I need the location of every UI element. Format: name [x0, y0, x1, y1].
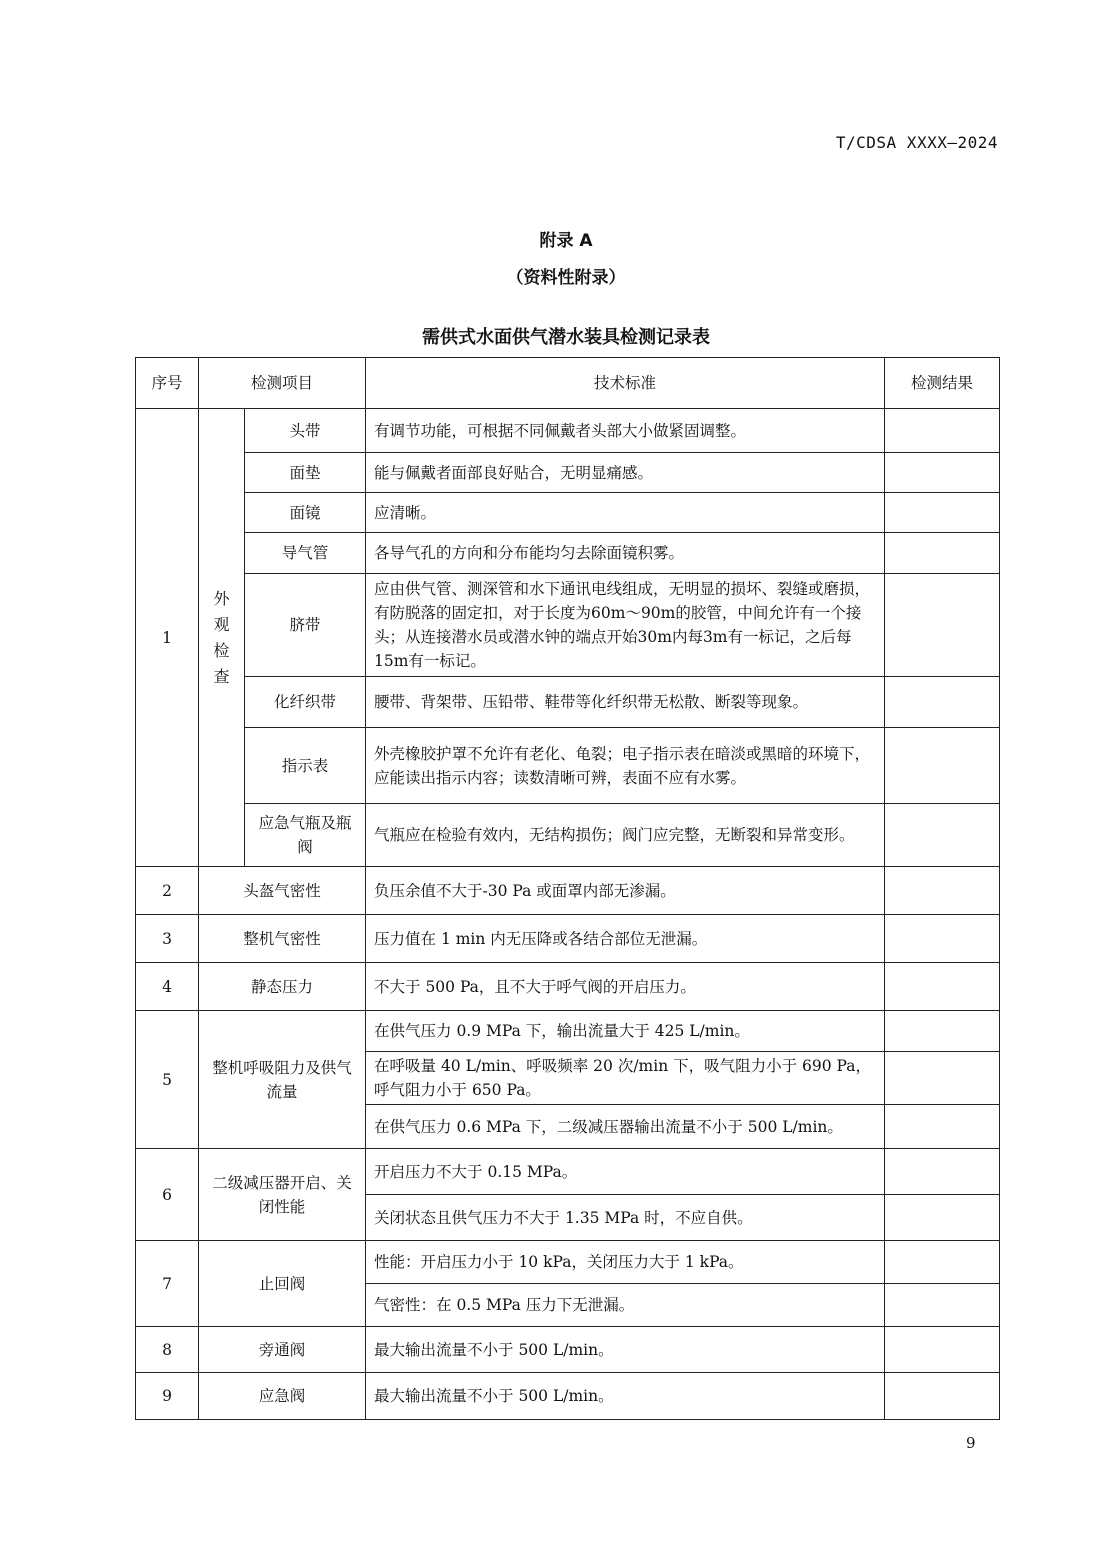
item-cell: 静态压力 — [199, 963, 366, 1011]
result-cell[interactable] — [885, 677, 1000, 728]
table-row — [136, 915, 1000, 963]
standard-cell: 能与佩戴者面部良好贴合，无明显痛感。 — [366, 453, 885, 493]
table-row — [136, 963, 1000, 1011]
item-cell: 面镜 — [245, 493, 366, 533]
table-row — [136, 804, 1000, 867]
header-seq: 序号 — [136, 358, 199, 409]
result-cell[interactable] — [885, 409, 1000, 453]
table-row — [136, 1327, 1000, 1373]
seq-cell: 5 — [136, 1011, 199, 1149]
result-cell[interactable] — [885, 1052, 1000, 1105]
category-char: 观 — [213, 614, 230, 634]
standard-cell: 腰带、背架带、压铅带、鞋带等化纤织带无松散、断裂等现象。 — [366, 677, 885, 728]
item-cell: 面垫 — [245, 453, 366, 493]
result-cell[interactable] — [885, 453, 1000, 493]
item-cell: 脐带 — [245, 574, 366, 677]
table-row — [136, 1241, 1000, 1284]
standard-cell: 性能：开启压力小于 10 kPa，关闭压力大于 1 kPa。 — [366, 1241, 885, 1284]
standard-cell: 开启压力不大于 0.15 MPa。 — [366, 1149, 885, 1195]
result-cell[interactable] — [885, 1011, 1000, 1052]
item-cell: 止回阀 — [199, 1241, 366, 1327]
seq-cell: 7 — [136, 1241, 199, 1327]
item-cell: 指示表 — [245, 728, 366, 804]
result-cell[interactable] — [885, 804, 1000, 867]
table-row — [136, 1149, 1000, 1195]
standard-cell: 气密性：在 0.5 MPa 压力下无泄漏。 — [366, 1284, 885, 1327]
result-cell[interactable] — [885, 963, 1000, 1011]
standard-cell: 应清晰。 — [366, 493, 885, 533]
result-cell[interactable] — [885, 728, 1000, 804]
category-char: 外 — [213, 588, 230, 608]
result-cell[interactable] — [885, 533, 1000, 574]
result-cell[interactable] — [885, 1284, 1000, 1327]
standard-cell: 有调节功能，可根据不同佩戴者头部大小做紧固调整。 — [366, 409, 885, 453]
result-cell[interactable] — [885, 915, 1000, 963]
category-char: 检 — [213, 640, 230, 660]
result-cell[interactable] — [885, 1373, 1000, 1420]
result-cell[interactable] — [885, 493, 1000, 533]
annex-title: 附录 A — [539, 231, 593, 251]
item-cell: 二级减压器开启、关闭性能 — [199, 1149, 366, 1241]
header-item: 检测项目 — [199, 358, 366, 409]
item-cell: 应急气瓶及瓶阀 — [245, 804, 366, 867]
category-char: 查 — [213, 666, 230, 686]
item-cell: 应急阀 — [199, 1373, 366, 1420]
table-row — [136, 867, 1000, 915]
table-title: 需供式水面供气潜水装具检测记录表 — [422, 327, 710, 348]
seq-cell: 9 — [136, 1373, 199, 1420]
item-cell: 旁通阀 — [199, 1327, 366, 1373]
standard-cell: 最大输出流量不小于 500 L/min。 — [366, 1373, 885, 1420]
standard-cell: 负压余值不大于-30 Pa 或面罩内部无渗漏。 — [366, 867, 885, 915]
standard-cell: 应由供气管、测深管和水下通讯电线组成，无明显的损坏、裂缝或磨损，有防脱落的固定扣，对于长度为60m～90m的胶管，中间允许有一个接头；从连接潜水员或潜水钟的端点开始30m内每3m有一标记，之后每15m有一标记。 — [366, 574, 885, 677]
item-cell: 化纤织带 — [245, 677, 366, 728]
item-cell: 头带 — [245, 409, 366, 453]
result-cell[interactable] — [885, 1195, 1000, 1241]
table-row — [136, 1011, 1000, 1052]
item-cell: 导气管 — [245, 533, 366, 574]
item-cell: 整机气密性 — [199, 915, 366, 963]
standard-cell: 关闭状态且供气压力不大于 1.35 MPa 时，不应自供。 — [366, 1195, 885, 1241]
table-row — [136, 728, 1000, 804]
seq-cell: 3 — [136, 915, 199, 963]
table-row — [136, 677, 1000, 728]
table-row — [136, 409, 1000, 453]
table-row — [136, 574, 1000, 677]
page-number: 9 — [966, 1434, 976, 1452]
standard-cell: 不大于 500 Pa，且不大于呼气阀的开启压力。 — [366, 963, 885, 1011]
table-row — [136, 493, 1000, 533]
header-result: 检测结果 — [885, 358, 1000, 409]
result-cell[interactable] — [885, 867, 1000, 915]
seq-cell: 2 — [136, 867, 199, 915]
table-header-row — [136, 358, 1000, 409]
table-row — [136, 453, 1000, 493]
result-cell[interactable] — [885, 1327, 1000, 1373]
result-cell[interactable] — [885, 1105, 1000, 1149]
seq-cell: 8 — [136, 1327, 199, 1373]
result-cell[interactable] — [885, 1149, 1000, 1195]
item-cell: 整机呼吸阻力及供气流量 — [199, 1011, 366, 1149]
annex-subtitle: （资料性附录） — [506, 268, 626, 288]
header-standard: 技术标准 — [366, 358, 885, 409]
standard-cell: 外壳橡胶护罩不允许有老化、龟裂；电子指示表在暗淡或黑暗的环境下，应能读出指示内容；读数清晰可辨，表面不应有水雾。 — [366, 728, 885, 804]
standard-cell: 在呼吸量 40 L/min、呼吸频率 20 次/min 下，吸气阻力小于 690 Pa，呼气阻力小于 650 Pa。 — [366, 1052, 885, 1105]
standard-cell: 在供气压力 0.6 MPa 下，二级减压器输出流量不小于 500 L/min。 — [366, 1105, 885, 1149]
seq-cell: 1 — [136, 409, 199, 867]
standard-cell: 最大输出流量不小于 500 L/min。 — [366, 1327, 885, 1373]
seq-cell: 4 — [136, 963, 199, 1011]
standard-cell: 压力值在 1 min 内无压降或各结合部位无泄漏。 — [366, 915, 885, 963]
standard-cell: 气瓶应在检验有效内，无结构损伤；阀门应完整，无断裂和异常变形。 — [366, 804, 885, 867]
table-row — [136, 1373, 1000, 1420]
document-code: T/CDSA XXXX—2024 — [835, 133, 998, 152]
seq-cell: 6 — [136, 1149, 199, 1241]
category-cell — [199, 409, 245, 867]
result-cell[interactable] — [885, 1241, 1000, 1284]
item-cell: 头盔气密性 — [199, 867, 366, 915]
inspection-record-table — [135, 357, 1000, 1420]
table-row — [136, 533, 1000, 574]
standard-cell: 在供气压力 0.9 MPa 下，输出流量大于 425 L/min。 — [366, 1011, 885, 1052]
standard-cell: 各导气孔的方向和分布能均匀去除面镜积雾。 — [366, 533, 885, 574]
result-cell[interactable] — [885, 574, 1000, 677]
